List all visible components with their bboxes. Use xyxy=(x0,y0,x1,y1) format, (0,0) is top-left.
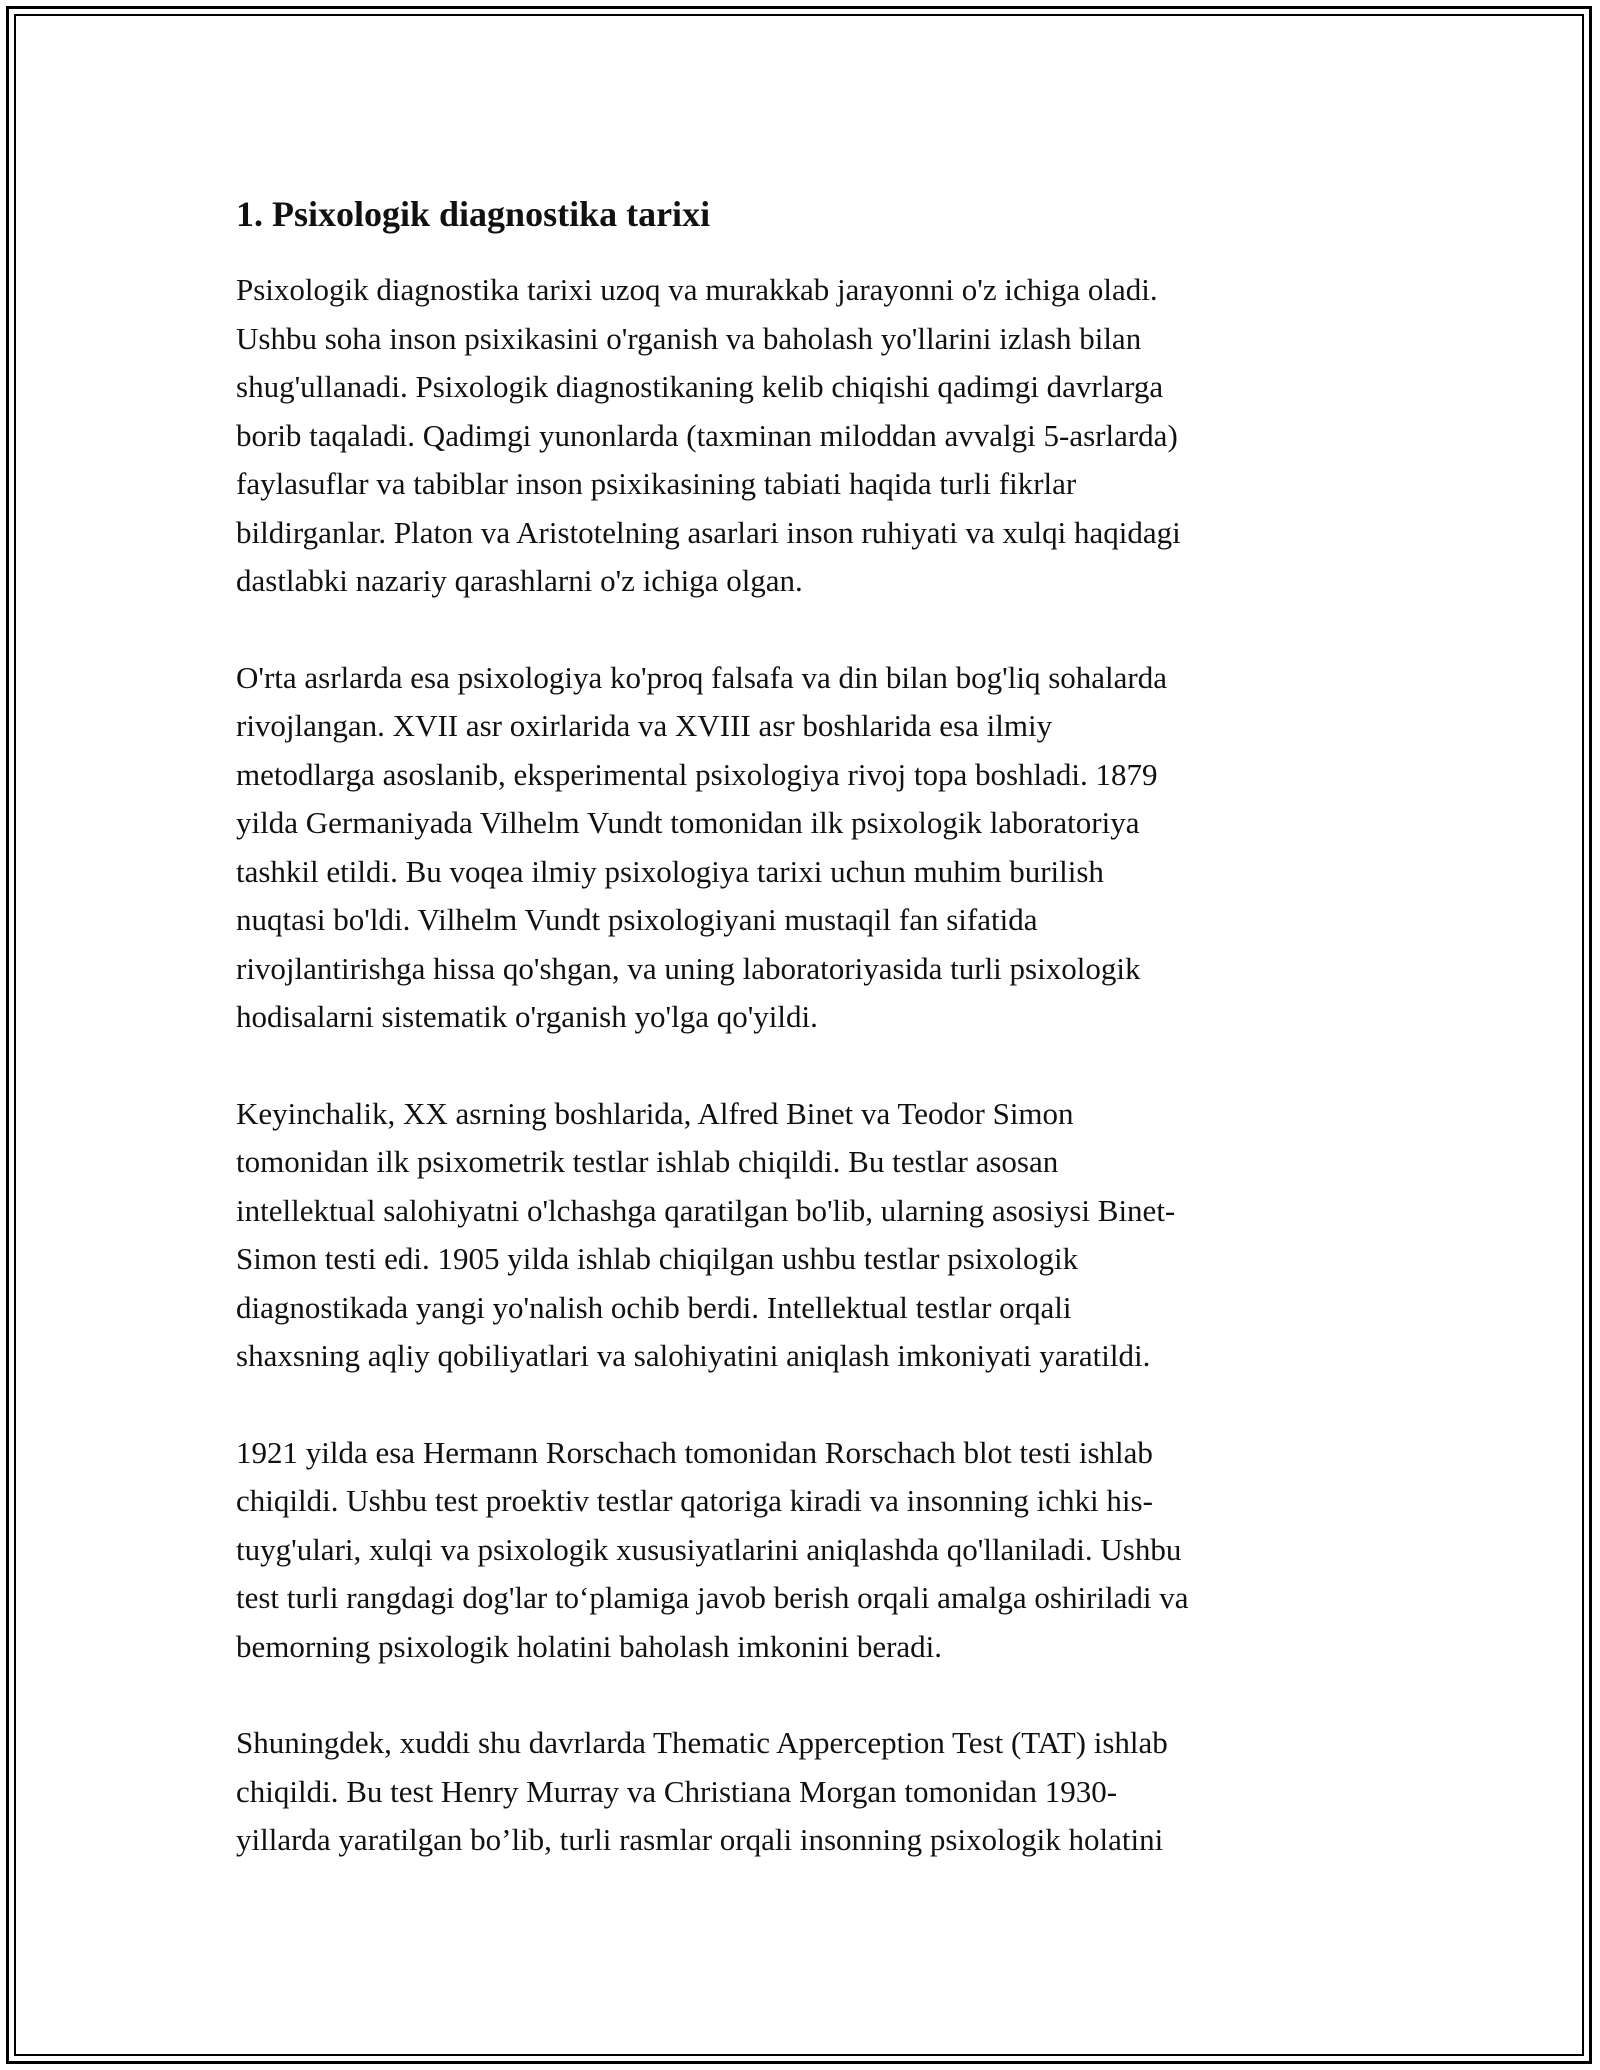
paragraph-3: Keyinchalik, XX asrning boshlarida, Alfred Binet va Teodor Simon tomonidan ilk psixometrik testlar ishlab chiqildi. Bu testlar asosan intellektual salohiyatni o'lchashga qaratilgan bo'lib, ularning asosiysi Binet- Simon testi edi. 1905 yilda ishlab chiqilgan ushbu testlar psixologik diagnostikada yangi yo'nalish ochib berdi. Intellektual testlar orqali shaxsning aqliy qobiliyatlari va salohiyatini aniqlash imkoniyati yaratildi. xyxy=(236,1095,1176,1373)
document-body xyxy=(236,190,1368,1913)
paragraph-2: O'rta asrlarda esa psixologiya ko'proq falsafa va din bilan bog'liq sohalarda rivojlangan. XVII asr oxirlarida va XVIII asr boshlarida esa ilmiy metodlarga asoslanib, eksperimental psixologiya rivoj topa boshladi. 1879 yilda Germaniyada Vilhelm Vundt tomonidan ilk psixologik laboratoriya tashkil etildi. Bu voqea ilmiy psixologiya tarixi uchun muhim burilish nuqtasi bo'ldi. Vilhelm Vundt psixologiyani mustaqil fan sifatida rivojlantirishga hissa qo'shgan, va uning laboratoriyasida turli psixologik hodisalarni sistematik o'rganish yo'lga qo'yildi. xyxy=(236,659,1167,1034)
paragraph-4: 1921 yilda esa Hermann Rorschach tomonidan Rorschach blot testi ishlab chiqildi. Ushbu test proektiv testlar qatoriga kiradi va insonning ichki his- tuyg'ulari, xulqi va psixologik xususiyatlarini aniqlashda qo'llaniladi. Ushbu test turli rangdagi dog'lar to‘plamiga javob berish orqali amalga oshiriladi va bemorning psixologik holatini baholash imkonini beradi. xyxy=(236,1434,1189,1664)
section-heading: 1. Psixologik diagnostika tarixi xyxy=(236,194,711,234)
paragraph-1: Psixologik diagnostika tarixi uzoq va murakkab jarayonni o'z ichiga oladi. Ushbu soha inson psixikasini o'rganish va baholash yo'llarini izlash bilan shug'ullanadi. Psixologik diagnostikaning kelib chiqishi qadimgi davrlarga borib taqaladi. Qadimgi yunonlarda (taxminan miloddan avvalgi 5-asrlarda) faylasuflar va tabiblar inson psixikasining tabiati haqida turli fikrlar bildirganlar. Platon va Aristotelning asarlari inson ruhiyati va xulqi haqidagi dastlabki nazariy qarashlarni o'z ichiga olgan. xyxy=(236,272,1181,598)
paragraph-5: Shuningdek, xuddi shu davrlarda Thematic Apperception Test (TAT) ishlab chiqildi. Bu test Henry Murray va Christiana Morgan tomonidan 1930- yillarda yaratilgan bo’lib, turli rasmlar orqali insonning psixologik holatini xyxy=(236,1725,1168,1857)
